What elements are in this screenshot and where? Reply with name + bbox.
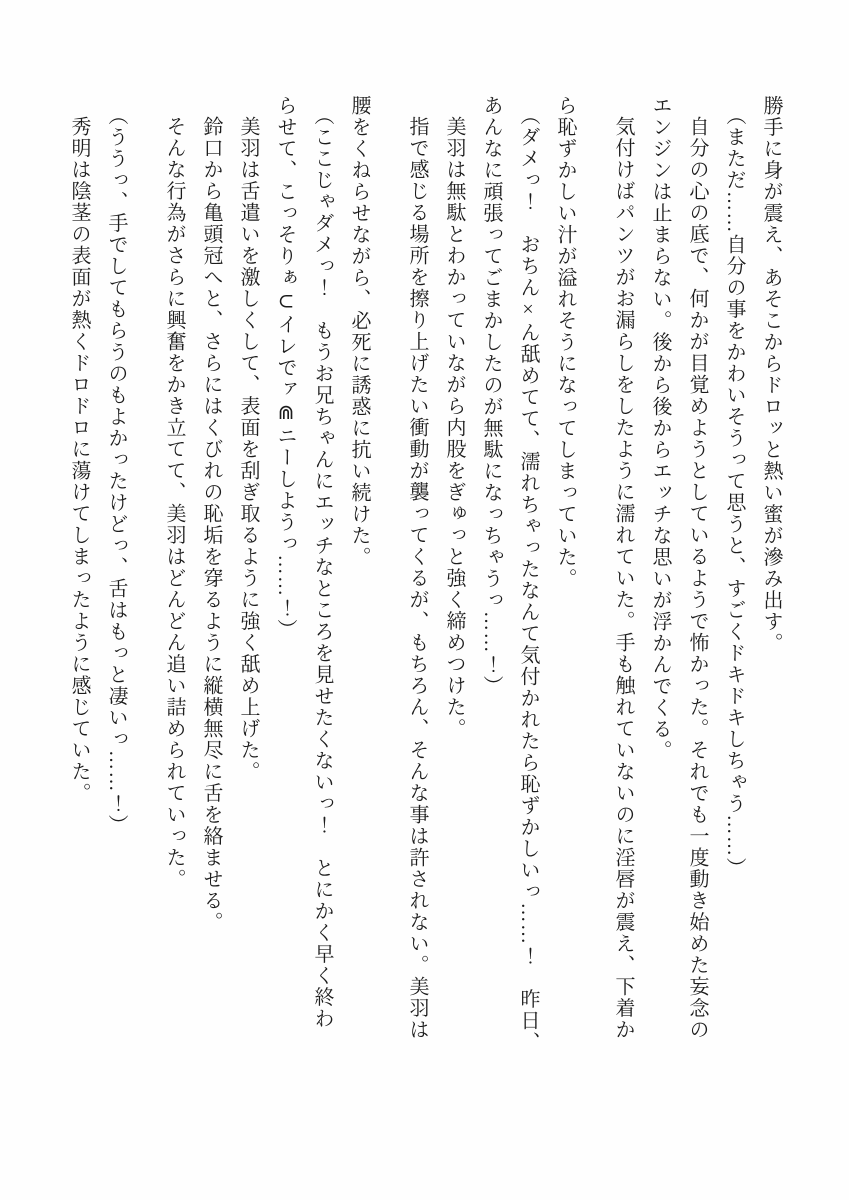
text-line: （ダメっ！ おちん×ん舐めてて、濡れちゃったなんて気付かれたら恥ずかしいっ……！ 昨日、 — [517, 105, 539, 1053]
text-line: 秀明は陰茎の表面が熱くドロドロに蕩けてしまったように感じていた。 — [68, 116, 90, 804]
text-line: 鈴口から亀頭冠へと、さらにはくびれの恥垢を穿るように縦横無尽に舌を絡ませる。 — [200, 116, 222, 933]
text-line: ら恥ずかしい汁が溢れそうになってしまっていた。 — [554, 95, 576, 590]
text-line: らせて、こっそりぁ⊂イレでァ⋒ニーしようっ……！） — [274, 95, 296, 641]
text-line: 指で感じる場所を擦り上げたい衝動が襲ってくるが、もちろん、そんな事は許されない。美羽は — [406, 116, 428, 1041]
vertical-text-block — [60, 95, 789, 1110]
text-line: あんなに頑張ってごまかしたのが無駄になっちゃうっ……！） — [480, 95, 502, 697]
censor-symbol: ⊂ — [274, 288, 296, 314]
text-line: 美羽は無駄とわかっていながら内股をぎゅっと強く締めつけた。 — [443, 116, 465, 740]
text-line: （まただ……自分の事をかわいそうって思うと、すごくドキドキしちゃう……） — [723, 105, 745, 879]
text-line: 勝手に身が震え、あそこからドロッと熱い蜜が滲み出す。 — [760, 95, 782, 654]
censor-symbol: ⋒ — [274, 400, 296, 426]
text-line: エンジンは止まらない。後から後からエッチな思いが浮かんでくる。 — [649, 95, 671, 762]
text-line: そんな行為がさらに興奮をかき立てて、美羽はどんどん追い詰められていった。 — [163, 116, 185, 890]
text-line: （ううっ、手でしてもらうのもよかったけどっ、舌はもっと凄いっ……！） — [105, 105, 127, 836]
text-line: 気付けばパンツがお漏らしをしたように濡れていた。手も触れていないのに淫唇が震え、下着か — [612, 116, 634, 1041]
text-line: 腰をくねらせながら、必死に誘惑に抗い続けた。 — [348, 95, 370, 568]
text-line: 自分の心の底で、何かが目覚めようとしているようで怖かった。それでも一度動き始めた妄念の — [686, 116, 708, 1041]
text-line: （ここじゃダメっ！ もうお兄ちゃんにエッチなところを見せたくないっ！ とにかく早く終わ — [311, 105, 333, 1030]
text-line: 美羽は舌遣いを激しくして、表面を刮ぎ取るように強く舐め上げた。 — [237, 116, 259, 783]
